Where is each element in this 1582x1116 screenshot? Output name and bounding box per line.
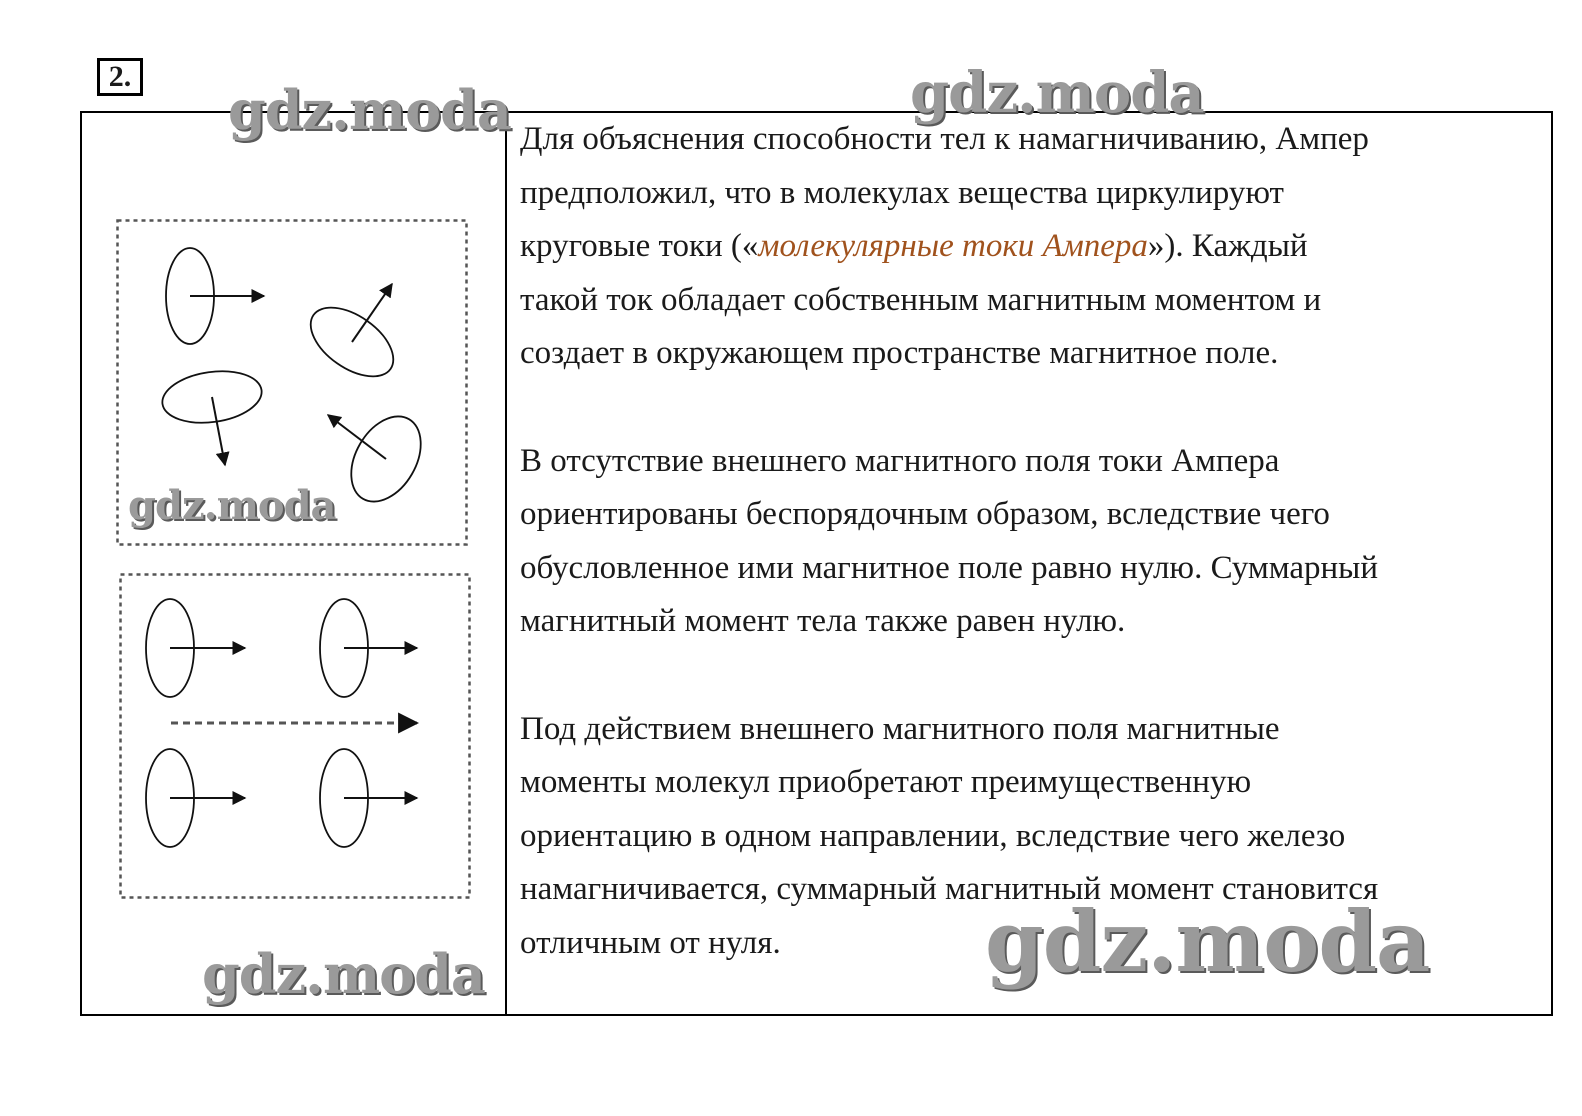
explanation-text [520,113,1545,1024]
task-number: 2. [97,58,143,96]
term-ampere-currents: молекулярные токи Ампера [758,228,1148,265]
watermark-logo: gdz.moda [910,60,1204,126]
moment-arrow [352,284,392,342]
paragraph-text: Для объяснения способности тел к намагничиванию, Ампер предположил, что в молекулах вещества циркулируют круговые токи (« [520,121,1369,265]
watermark-logo: gdz.moda [985,892,1430,991]
watermark-logo: gdz.moda [228,78,511,142]
paragraph-text: »). Каждый такой ток обладает собственным магнитным моментом и создает в окружающем пространстве магнитное поле. [520,228,1322,372]
moment-arrow [212,397,225,465]
dashed-border [121,575,470,898]
figure-aligned-currents [119,573,471,899]
random-currents-drawing [116,219,468,546]
aligned-currents-drawing [119,573,471,899]
column-divider [505,111,507,1016]
watermark-logo: gdz.moda [128,482,336,529]
watermark-logo: gdz.moda [202,942,485,1006]
paragraph-no-field: В отсутствие внешнего магнитного поля токи Ампера ориентированы беспорядочным образом, вследствие чего обусловленное ими магнитное поле равно нулю. Суммарный магнитный момент тела также равен нулю. [520,442,1379,640]
moment-arrow [328,415,386,459]
paragraph-external-field: Под действием внешнего магнитного поля магнитные моменты молекул приобретают преимущественную ориентацию в одном направлении, вследствие чего железо намагничивается, суммарный магнитный момент становится отличным от нуля. [520,710,1379,961]
figure-random-currents [116,219,468,546]
paragraph-ampere-hypothesis [520,113,1545,381]
